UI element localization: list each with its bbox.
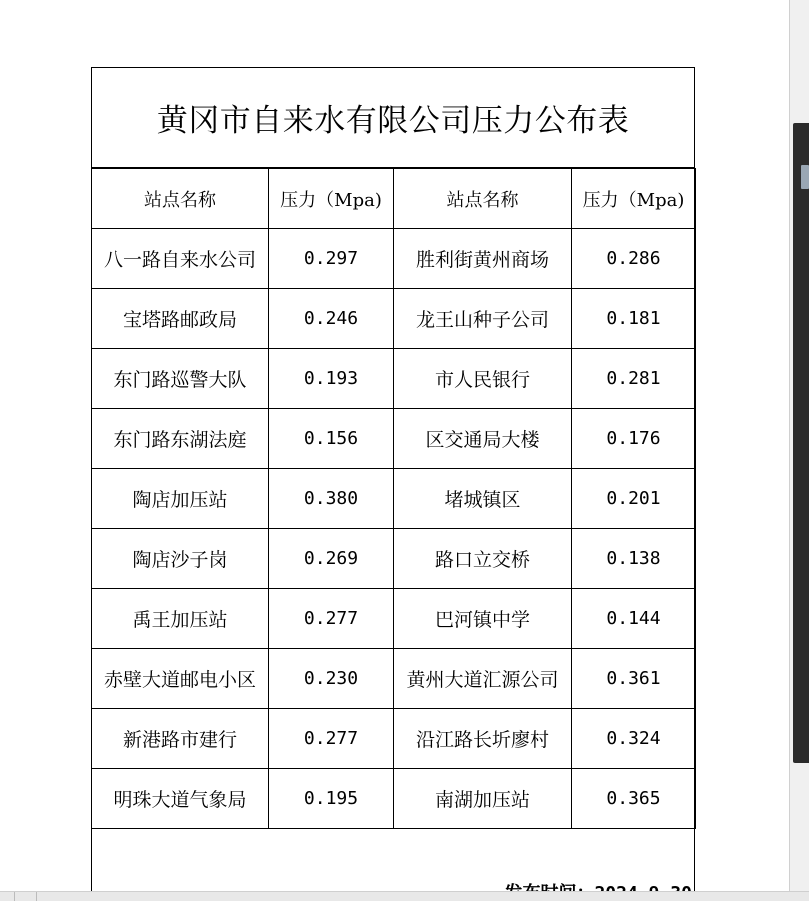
title-row: [92, 68, 694, 168]
site-name-cell: 胜利街黄州商场: [394, 229, 572, 289]
site-name-cell: 东门路巡警大队: [92, 349, 269, 409]
pressure-table-sheet: [91, 67, 695, 901]
pressure-cell: 0.286: [572, 229, 696, 289]
pressure-cell: 0.269: [269, 529, 394, 589]
scrollbar-tick: [36, 892, 37, 901]
header-pressure-left: 压力（Mpa): [269, 169, 394, 229]
horizontal-scrollbar[interactable]: [0, 891, 809, 901]
site-name-cell: 南湖加压站: [394, 769, 572, 829]
table-row: [92, 229, 696, 289]
pressure-cell: 0.138: [572, 529, 696, 589]
site-name-cell: 明珠大道气象局: [92, 769, 269, 829]
pressure-cell: 0.195: [269, 769, 394, 829]
pressure-cell: 0.361: [572, 649, 696, 709]
site-name-cell: 八一路自来水公司: [92, 229, 269, 289]
panel-grip-icon[interactable]: [801, 165, 809, 189]
site-name-cell: 陶店沙子岗: [92, 529, 269, 589]
site-name-cell: 陶店加压站: [92, 469, 269, 529]
site-name-cell: 市人民银行: [394, 349, 572, 409]
pressure-cell: 0.297: [269, 229, 394, 289]
table-row: [92, 649, 696, 709]
header-site-name-left: 站点名称: [92, 169, 269, 229]
site-name-cell: 新港路市建行: [92, 709, 269, 769]
table-row: [92, 469, 696, 529]
pressure-cell: 0.246: [269, 289, 394, 349]
pressure-cell: 0.230: [269, 649, 394, 709]
pressure-cell: 0.156: [269, 409, 394, 469]
table-row: [92, 289, 696, 349]
header-pressure-right: 压力（Mpa): [572, 169, 696, 229]
site-name-cell: 禹王加压站: [92, 589, 269, 649]
table-title: 黄冈市自来水有限公司压力公布表: [156, 103, 630, 139]
pressure-cell: 0.181: [572, 289, 696, 349]
table-row: [92, 409, 696, 469]
table-row: [92, 709, 696, 769]
pressure-cell: 0.380: [269, 469, 394, 529]
pressure-cell: 0.176: [572, 409, 696, 469]
site-name-cell: 沿江路长圻廖村: [394, 709, 572, 769]
site-name-cell: 宝塔路邮政局: [92, 289, 269, 349]
site-name-cell: 路口立交桥: [394, 529, 572, 589]
pressure-cell: 0.144: [572, 589, 696, 649]
pressure-cell: 0.201: [572, 469, 696, 529]
header-row: [92, 169, 696, 229]
pressure-cell: 0.277: [269, 589, 394, 649]
pressure-cell: 0.281: [572, 349, 696, 409]
header-site-name-right: 站点名称: [394, 169, 572, 229]
site-name-cell: 赤壁大道邮电小区: [92, 649, 269, 709]
scrollbar-tick: [14, 892, 15, 901]
table-row: [92, 349, 696, 409]
site-name-cell: 堵城镇区: [394, 469, 572, 529]
pressure-table: [91, 168, 696, 829]
pressure-cell: 0.193: [269, 349, 394, 409]
side-panel[interactable]: [793, 123, 809, 763]
site-name-cell: 黄州大道汇源公司: [394, 649, 572, 709]
site-name-cell: 东门路东湖法庭: [92, 409, 269, 469]
table-row: [92, 529, 696, 589]
site-name-cell: 巴河镇中学: [394, 589, 572, 649]
site-name-cell: 区交通局大楼: [394, 409, 572, 469]
pressure-cell: 0.324: [572, 709, 696, 769]
pressure-cell: 0.365: [572, 769, 696, 829]
table-row: [92, 769, 696, 829]
table-row: [92, 589, 696, 649]
site-name-cell: 龙王山种子公司: [394, 289, 572, 349]
pressure-cell: 0.277: [269, 709, 394, 769]
